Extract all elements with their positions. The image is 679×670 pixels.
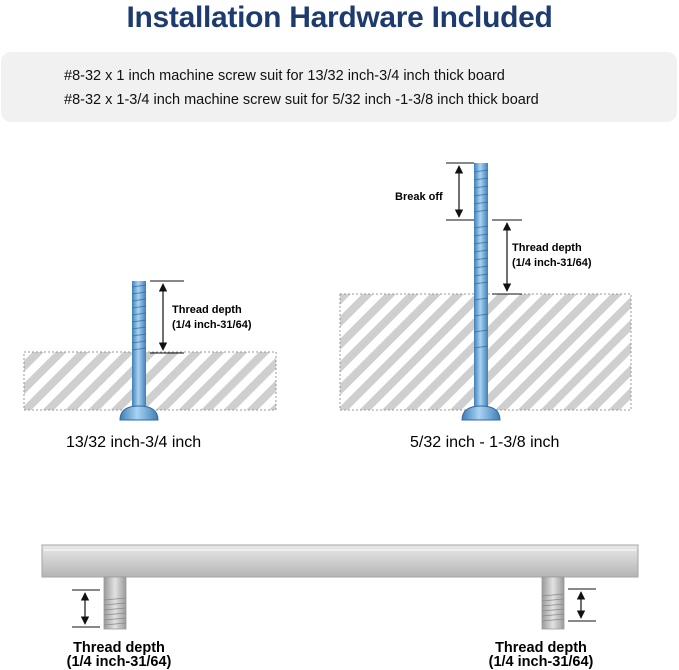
handle-right-thread-label: Thread depth bbox=[495, 640, 587, 656]
left-handle-post bbox=[104, 577, 126, 629]
left-board-diagram bbox=[24, 281, 276, 451]
handle-left-thread-label: Thread depth bbox=[73, 640, 165, 656]
info-line-long-screw: #8-32 x 1-3/4 inch machine screw suit for 5/32 inch -1-3/8 inch thick board bbox=[64, 92, 539, 108]
left-thread-range: (1/4 inch-31/64) bbox=[172, 319, 252, 331]
left-board bbox=[24, 352, 276, 410]
handle-right-thread-range: (1/4 inch-31/64) bbox=[488, 654, 594, 670]
right-thread-label: Thread depth bbox=[512, 242, 582, 254]
break-off-label: Break off bbox=[395, 191, 443, 203]
left-thread-dimension bbox=[150, 281, 184, 353]
right-board-caption: 5/32 inch - 1-3/8 inch bbox=[410, 434, 560, 451]
right-handle-post bbox=[542, 577, 564, 629]
break-off-dimension bbox=[446, 163, 474, 220]
right-board-diagram bbox=[340, 163, 631, 451]
left-board-caption: 13/32 inch-3/4 inch bbox=[66, 434, 202, 451]
left-thread-label: Thread depth bbox=[172, 304, 242, 316]
handle-right-thread-dimension bbox=[568, 589, 596, 621]
info-line-short-screw: #8-32 x 1 inch machine screw suit for 13/32 inch-3/4 inch thick board bbox=[64, 68, 505, 84]
page-title: Installation Hardware Included bbox=[126, 1, 553, 34]
cabinet-handle bbox=[42, 545, 638, 670]
handle-left-thread-range: (1/4 inch-31/64) bbox=[66, 654, 172, 670]
right-thread-range: (1/4 inch-31/64) bbox=[512, 257, 592, 269]
handle-left-thread-dimension bbox=[72, 590, 100, 627]
